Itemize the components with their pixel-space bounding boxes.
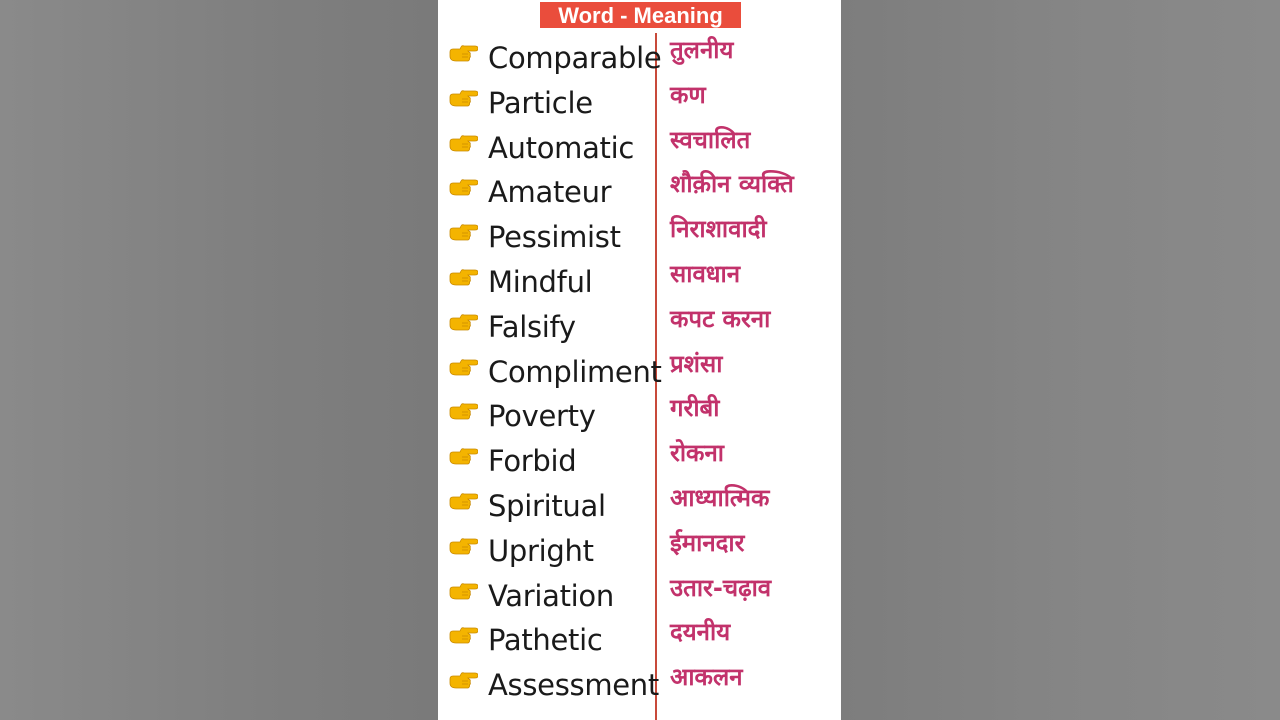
pointing-hand-icon <box>448 581 478 603</box>
list-item <box>438 394 841 438</box>
list-item <box>438 439 841 483</box>
list-item <box>438 215 841 259</box>
pointing-hand-icon <box>448 43 478 65</box>
pointing-hand-icon <box>448 88 478 110</box>
list-item <box>438 81 841 125</box>
list-item <box>438 663 841 707</box>
english-word: Mindful <box>488 265 593 299</box>
hindi-meaning: सावधान <box>670 260 741 288</box>
word-meaning-card <box>438 0 841 720</box>
hindi-meaning: दयनीय <box>670 618 731 647</box>
list-item <box>438 305 841 349</box>
english-word: Particle <box>488 85 593 120</box>
english-word: Variation <box>488 578 614 613</box>
list-item <box>438 529 841 573</box>
pointing-hand-icon <box>448 177 478 199</box>
pointing-hand-icon <box>448 312 478 334</box>
english-word: Pathetic <box>488 623 603 658</box>
list-item <box>438 170 841 214</box>
english-word: Poverty <box>488 399 596 434</box>
hindi-meaning: कण <box>670 80 706 109</box>
english-word: Falsify <box>488 309 576 344</box>
pointing-hand-icon <box>448 357 478 379</box>
pointing-hand-icon <box>448 446 478 468</box>
english-word: Forbid <box>488 444 577 479</box>
hindi-meaning: प्रशंसा <box>670 349 723 378</box>
pointing-hand-icon <box>448 625 478 647</box>
list-item <box>438 260 841 304</box>
list-item <box>438 574 841 618</box>
pointing-hand-icon <box>448 222 478 244</box>
blurred-background-right <box>841 0 1280 720</box>
hindi-meaning: ईमानदार <box>670 528 745 557</box>
english-word: Compliment <box>488 354 662 389</box>
hindi-meaning: तुलनीय <box>670 36 734 64</box>
pointing-hand-icon <box>448 133 478 155</box>
list-item <box>438 350 841 394</box>
english-word: Assessment <box>488 668 659 703</box>
blurred-background-left <box>0 0 438 720</box>
hindi-meaning: आध्यात्मिक <box>670 484 770 512</box>
hindi-meaning: निराशावादी <box>670 215 767 244</box>
pointing-hand-icon <box>448 536 478 558</box>
pointing-hand-icon <box>448 267 478 289</box>
list-item <box>438 618 841 662</box>
english-word: Automatic <box>488 130 635 165</box>
hindi-meaning: कपट करना <box>670 304 771 333</box>
english-word: Amateur <box>488 175 612 210</box>
english-word: Comparable <box>488 41 662 75</box>
english-word: Pessimist <box>488 220 621 255</box>
list-item <box>438 36 841 80</box>
hindi-meaning: आकलन <box>670 663 743 692</box>
hindi-meaning: स्वचालित <box>670 125 751 154</box>
title-banner: Word - Meaning <box>540 2 741 30</box>
list-item <box>438 484 841 528</box>
hindi-meaning: शौक़ीन व्यक्ति <box>670 170 794 199</box>
english-word: Spiritual <box>488 489 606 523</box>
pointing-hand-icon <box>448 670 478 692</box>
english-word: Upright <box>488 533 594 568</box>
pointing-hand-icon <box>448 401 478 423</box>
list-item <box>438 126 841 170</box>
hindi-meaning: उतार-चढ़ाव <box>670 573 772 602</box>
hindi-meaning: रोकना <box>670 439 724 468</box>
hindi-meaning: गरीबी <box>670 394 720 423</box>
pointing-hand-icon <box>448 491 478 513</box>
